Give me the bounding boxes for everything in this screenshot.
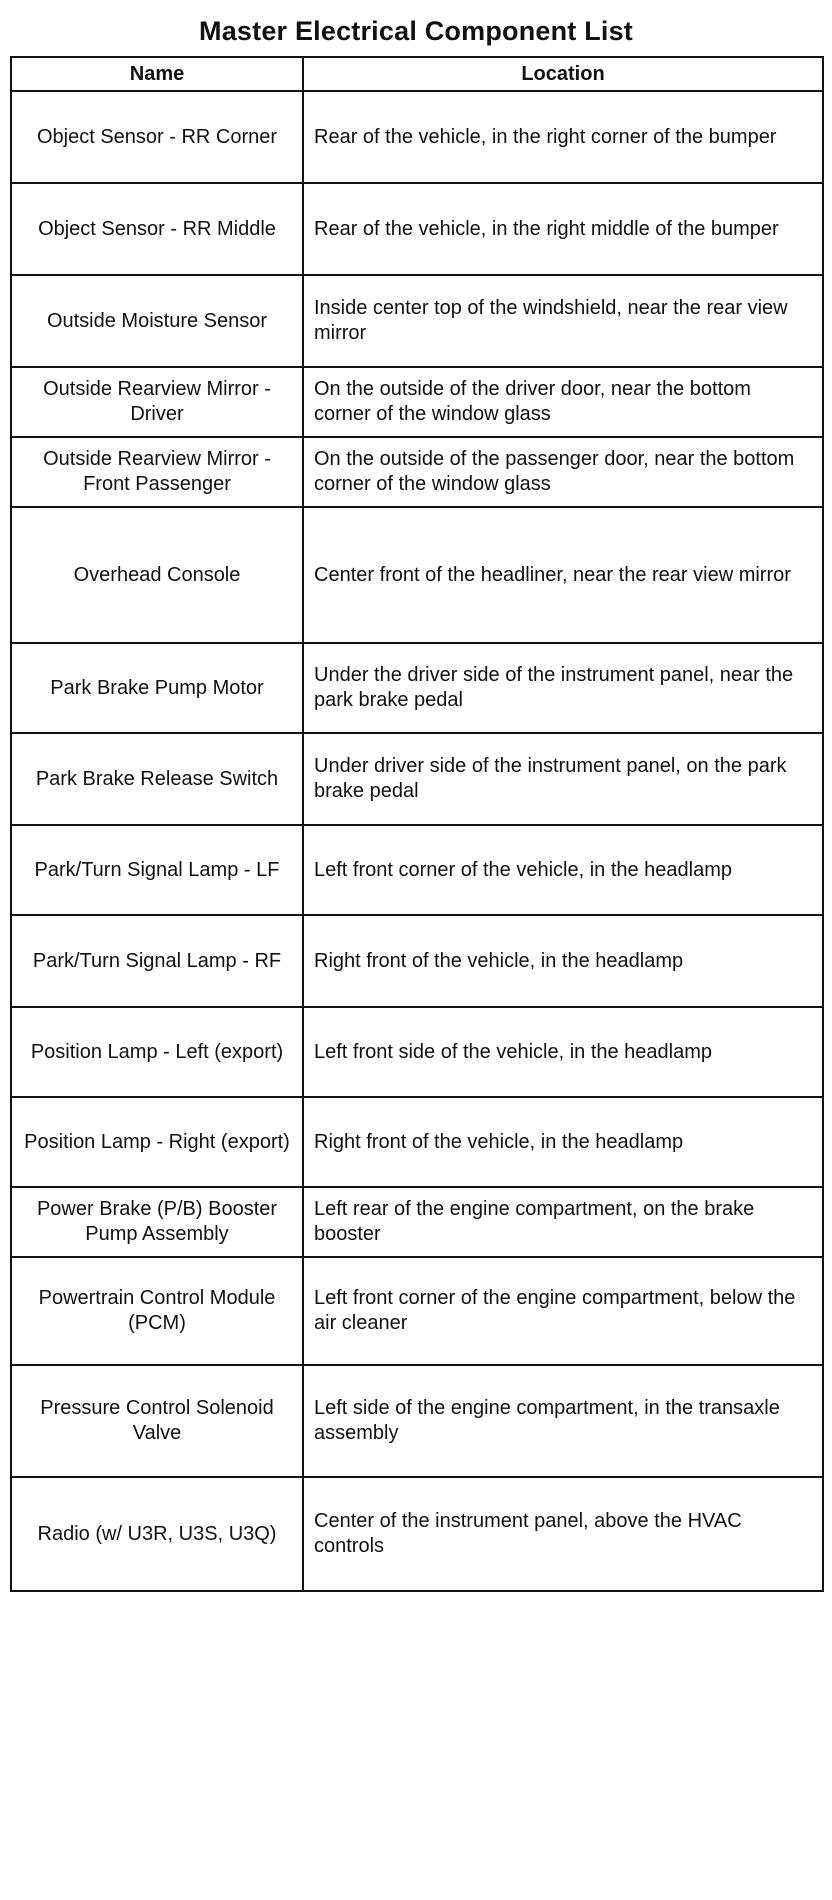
component-location: Right front of the vehicle, in the headlamp [303,1097,823,1187]
component-location: Right front of the vehicle, in the headlamp [303,915,823,1007]
component-name: Object Sensor - RR Corner [11,91,303,183]
component-location: Rear of the vehicle, in the right corner of the bumper [303,91,823,183]
component-location: Inside center top of the windshield, near the rear view mirror [303,275,823,367]
table-row [11,1365,823,1477]
component-name: Powertrain Control Module (PCM) [11,1257,303,1365]
component-name: Overhead Console [11,507,303,643]
component-name: Position Lamp - Right (export) [11,1097,303,1187]
document-title: Master Electrical Component List [199,16,633,46]
component-name: Power Brake (P/B) Booster Pump Assembly [11,1187,303,1257]
component-name: Park Brake Release Switch [11,733,303,825]
component-name: Radio (w/ U3R, U3S, U3Q) [11,1477,303,1591]
component-location: Center of the instrument panel, above the HVAC controls [303,1477,823,1591]
table-row [11,275,823,367]
table-row [11,825,823,915]
component-location: Left rear of the engine compartment, on the brake booster [303,1187,823,1257]
table-row [11,915,823,1007]
column-header-location: Location [303,57,823,91]
table-row [11,1097,823,1187]
table-row [11,507,823,643]
table-row [11,367,823,437]
component-name: Pressure Control Solenoid Valve [11,1365,303,1477]
table-row [11,1007,823,1097]
table-row [11,437,823,507]
component-location: On the outside of the driver door, near the bottom corner of the window glass [303,367,823,437]
table-row [11,733,823,825]
component-location: Left front side of the vehicle, in the headlamp [303,1007,823,1097]
component-location: On the outside of the passenger door, near the bottom corner of the window glass [303,437,823,507]
table-row [11,1477,823,1591]
component-location: Under driver side of the instrument panel, on the park brake pedal [303,733,823,825]
component-name: Park Brake Pump Motor [11,643,303,733]
component-name: Outside Rearview Mirror - Driver [11,367,303,437]
component-location: Center front of the headliner, near the rear view mirror [303,507,823,643]
component-location: Rear of the vehicle, in the right middle of the bumper [303,183,823,275]
component-name: Park/Turn Signal Lamp - LF [11,825,303,915]
column-header-name: Name [11,57,303,91]
component-location: Left front corner of the vehicle, in the headlamp [303,825,823,915]
table-row [11,1257,823,1365]
component-name: Object Sensor - RR Middle [11,183,303,275]
component-location: Left front corner of the engine compartment, below the air cleaner [303,1257,823,1365]
component-location: Left side of the engine compartment, in the transaxle assembly [303,1365,823,1477]
component-name: Park/Turn Signal Lamp - RF [11,915,303,1007]
component-name: Outside Moisture Sensor [11,275,303,367]
component-name: Position Lamp - Left (export) [11,1007,303,1097]
table-row [11,643,823,733]
table-row [11,1187,823,1257]
component-table [10,56,824,1592]
component-name: Outside Rearview Mirror - Front Passenger [11,437,303,507]
table-header-row [11,57,823,91]
table-row [11,91,823,183]
table-row [11,183,823,275]
component-location: Under the driver side of the instrument panel, near the park brake pedal [303,643,823,733]
